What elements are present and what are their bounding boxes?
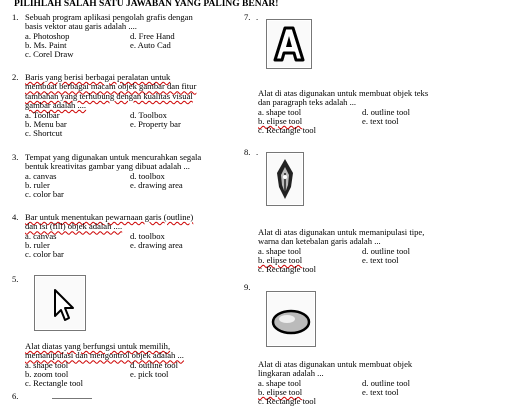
pen-tool-icon	[266, 152, 304, 206]
question-7	[244, 13, 512, 133]
option-d[interactable]: d. toolbox	[130, 231, 165, 241]
question-stem	[25, 153, 243, 172]
option-a[interactable]: a. Toolbar	[25, 110, 60, 120]
question-8	[244, 148, 512, 273]
question-number: 8.	[244, 147, 251, 157]
option-e[interactable]: e. drawing area	[130, 180, 183, 190]
option-e[interactable]: e. Property bar	[130, 119, 181, 129]
question-2	[12, 73, 244, 153]
question-3	[12, 153, 244, 213]
option-d[interactable]: d. toolbox	[130, 171, 165, 181]
stem-line: bentuk kreativitas gambar yang dibuat adalah ...	[25, 161, 190, 172]
stem-line: membuat berbagai macam objek gambar dan fitur	[25, 81, 197, 92]
option-e[interactable]: e. text tool	[362, 387, 399, 397]
option-d[interactable]: d. Toolbox	[130, 110, 167, 120]
option-e[interactable]: e. Auto Cad	[130, 40, 171, 50]
option-b[interactable]: b. elipse tool	[258, 116, 303, 126]
question-stem	[25, 13, 243, 32]
text-tool-icon	[266, 19, 312, 69]
option-a[interactable]: a. shape tool	[258, 107, 302, 117]
question-stem	[25, 342, 243, 361]
stem-line: warna dan ketebalan garis adalah ...	[258, 236, 381, 247]
option-c[interactable]: c. Corel Draw	[25, 49, 74, 59]
question-marker: .	[256, 147, 259, 157]
stem-line: lingkaran adalah ...	[258, 368, 324, 379]
stem-line: gambar adalah ....	[25, 100, 87, 111]
stem-line: Alat di atas digunakan untuk membuat objek teks	[258, 88, 429, 98]
option-a[interactable]: a. canvas	[25, 171, 57, 181]
option-a[interactable]: a. Photoshop	[25, 31, 70, 41]
pointer-arrow-icon	[34, 275, 86, 331]
stem-line: Sebuah program aplikasi pengolah grafis dengan	[25, 12, 193, 22]
question-stem	[25, 73, 243, 111]
option-a[interactable]: a. shape tool	[25, 360, 69, 370]
option-b[interactable]: b. elipse tool	[258, 387, 303, 397]
option-a[interactable]: a. canvas	[25, 231, 57, 241]
stem-line: Bar untuk menentukan pewarnaan garis (outline)	[25, 212, 194, 222]
page-title: PILIHLAH SALAH SATU JAWABAN YANG PALING BENAR!	[14, 0, 279, 9]
icon-box-top-edge	[52, 398, 92, 402]
question-number: 5.	[12, 274, 19, 284]
option-b[interactable]: b. ruler	[25, 180, 50, 190]
stem-line: Alat di atas digunakan untuk membuat objek	[258, 359, 413, 369]
question-4	[12, 213, 244, 273]
option-e[interactable]: e. text tool	[362, 116, 399, 126]
stem-line: basis vektor atau garis adalah ....	[25, 21, 137, 32]
question-stem	[258, 228, 510, 247]
option-c[interactable]: c. Rectangle tool	[258, 396, 316, 406]
option-d[interactable]: d. outline tool	[362, 378, 410, 388]
question-number: 2.	[12, 72, 19, 82]
question-6	[12, 392, 244, 406]
option-b[interactable]: b. ruler	[25, 240, 50, 250]
option-d[interactable]: d. outline tool	[362, 246, 410, 256]
option-c[interactable]: c. color bar	[25, 189, 64, 199]
stem-line: dan paragraph teks adalah ...	[258, 97, 357, 108]
question-number: 3.	[12, 152, 19, 162]
question-marker: .	[256, 12, 259, 22]
question-number: 6.	[12, 391, 19, 401]
question-number: 1.	[12, 12, 19, 22]
option-e[interactable]: e. drawing area	[130, 240, 183, 250]
option-b[interactable]: b. Ms. Paint	[25, 40, 67, 50]
option-a[interactable]: a. shape tool	[258, 246, 302, 256]
stem-line: Alat diatas yang berfungsi untuk memilih,	[25, 341, 171, 351]
stem-line: Baris yang berisi berbagai peralatan untuk	[25, 72, 171, 82]
question-stem	[258, 89, 510, 108]
ellipse-tool-icon	[266, 291, 316, 347]
stem-line: dan isi (fill) objek adalah ....	[25, 221, 123, 232]
option-c[interactable]: c. Rectangle tool	[258, 264, 316, 274]
stem-line: tambahan yang terhubung dengan kualitas visual	[25, 90, 193, 101]
option-d[interactable]: d. outline tool	[362, 107, 410, 117]
option-a[interactable]: a. shape tool	[258, 378, 302, 388]
question-5	[12, 274, 244, 388]
option-b[interactable]: b. Menu bar	[25, 119, 67, 129]
option-e[interactable]: e. pick tool	[130, 369, 169, 379]
stem-line: Tempat yang digunakan untuk mencurahkan segala	[25, 152, 202, 162]
option-d[interactable]: d. outline tool	[130, 360, 178, 370]
option-b[interactable]: b. elipse tool	[258, 255, 303, 265]
stem-line: memanipulasi dan mengontrol objek adalah ...	[25, 350, 184, 361]
question-stem	[25, 213, 243, 232]
question-number: 4.	[12, 212, 19, 222]
question-number: 7.	[244, 12, 251, 22]
stem-line: Alat di atas digunakan untuk memanipulasi tipe,	[258, 227, 425, 237]
question-number: 9.	[244, 282, 251, 292]
option-c[interactable]: c. color bar	[25, 249, 64, 259]
option-c[interactable]: c. Shortcut	[25, 128, 63, 138]
question-9	[244, 283, 512, 411]
option-e[interactable]: e. text tool	[362, 255, 399, 265]
option-d[interactable]: d. Free Hand	[130, 31, 175, 41]
option-c[interactable]: c. Rectangle tool	[25, 378, 83, 388]
option-c[interactable]: c. Rectangle tool	[258, 125, 316, 135]
option-b[interactable]: b. zoom tool	[25, 369, 69, 379]
question-1	[12, 13, 244, 73]
question-stem	[258, 360, 510, 379]
